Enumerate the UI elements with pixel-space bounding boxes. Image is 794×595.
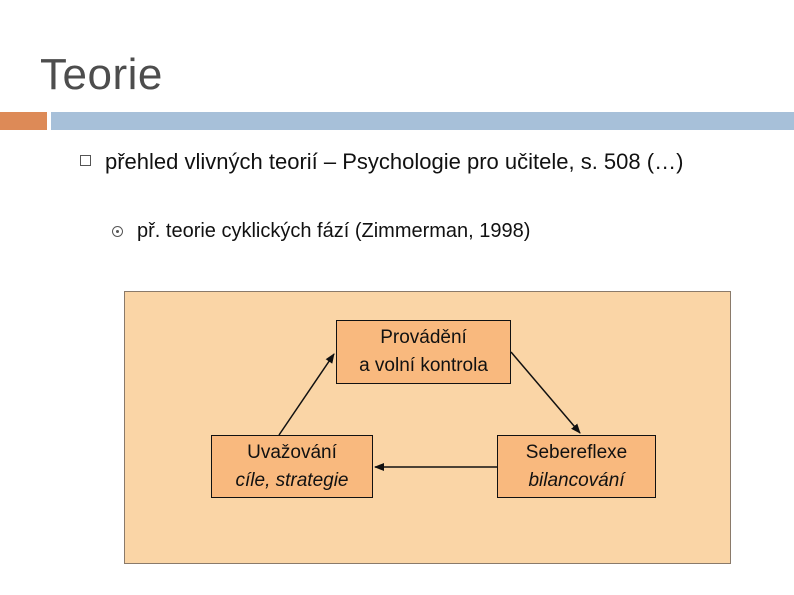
bullet-level-1-text: přehled vlivných teorií – Psychologie pro učitele, s. 508 (…): [105, 149, 684, 174]
arrow-left-to-top: [279, 354, 334, 435]
node-forethought-line1: Uvažování: [247, 441, 337, 463]
title-accent-bar-orange: [0, 112, 47, 130]
node-performance-line1: Provádění: [380, 327, 467, 348]
node-forethought: [211, 435, 373, 498]
node-performance-line2: a volní kontrola: [359, 355, 488, 376]
node-self-reflection-line1: Sebereflexe: [525, 441, 628, 463]
arrow-top-to-right: [511, 352, 580, 433]
node-self-reflection: [497, 435, 656, 498]
node-forethought-line2: cíle, strategie: [235, 469, 349, 491]
title-accent-bar-blue: [51, 112, 794, 130]
circle-bullet-icon: [112, 226, 123, 237]
bullet-level-2-text: př. teorie cyklických fází (Zimmerman, 1998): [137, 220, 531, 242]
cycle-diagram-panel: [124, 291, 731, 564]
node-performance: [336, 320, 511, 384]
bullet-level-1: [80, 147, 785, 177]
square-bullet-icon: [80, 155, 91, 166]
slide-title: Teorie: [40, 50, 163, 99]
node-self-reflection-line2: bilancování: [528, 469, 625, 491]
bullet-level-2: [112, 220, 530, 243]
